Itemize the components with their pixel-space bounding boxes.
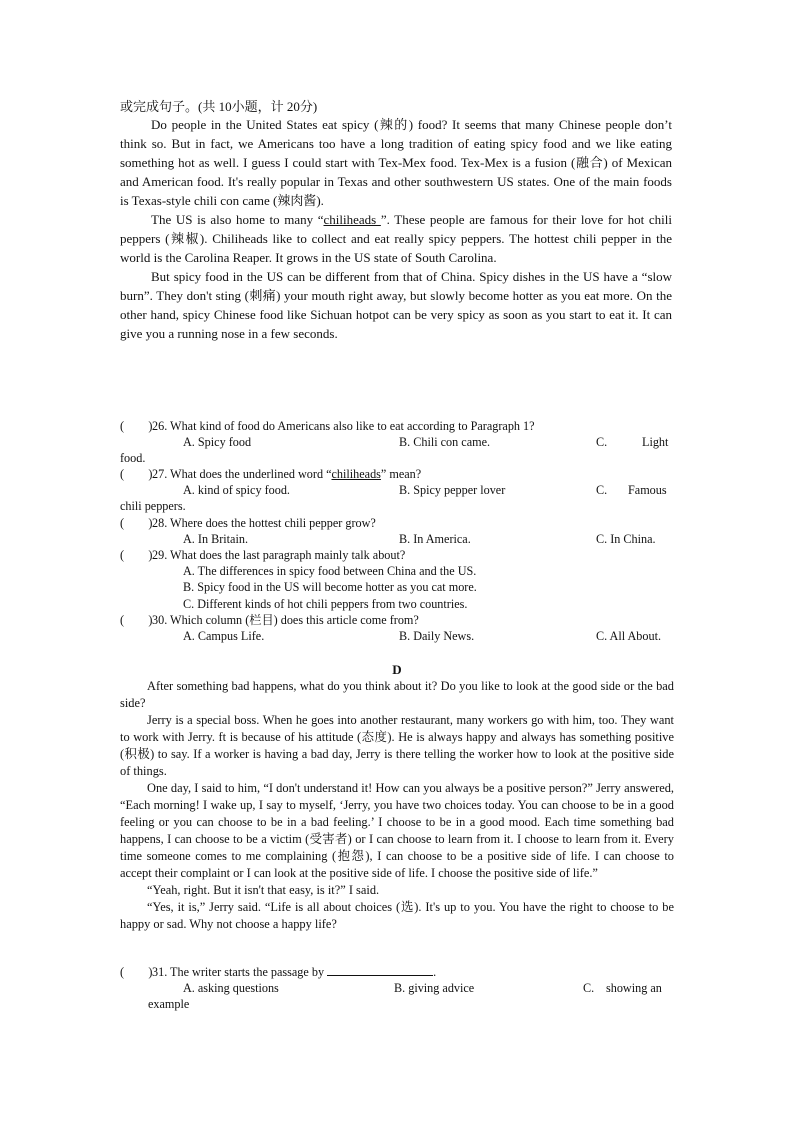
question-text: 31. The writer starts the passage by . [152,965,437,979]
question-text: 26. What kind of food do Americans also like to eat according to Paragraph 1? [152,419,535,433]
option-a[interactable]: A. asking questions [183,981,279,996]
passage-c-paragraph-3: But spicy food in the US can be different from that of China. Spicy dishes in the US have a “slow burn”. They don't sting (刺痛) your mouth right away, but slowly become hotter as you eat more. On the other hand, spicy Chinese food like Sichuan hotpot can be very spicy as soon as you start to eat it. It can give you a running nose in a few seconds. [120,269,672,341]
option-a[interactable]: A. The differences in spicy food between China and the US. [183,564,477,579]
option-c-wrap: food. [120,451,146,466]
option-c[interactable]: C. [596,435,608,450]
passage-d-paragraph-1: After something bad happens, what do you think about it? Do you like to look at the good side or the bad side? [120,679,674,710]
passage-c-paragraph-2: The US is also home to many “chiliheads ”. These people are famous for their love for hot chili peppers (辣椒). Chiliheads like to collect and eat really spicy peppers. The hottest chili pepper in the world is the Carolina Reaper. It grows in the US state of South Carolina. [120,212,672,265]
question-29 [120,547,672,612]
section-instruction: 或完成句子。(共 10小题，计 20分) [120,99,318,114]
option-c-wrap: example [148,997,190,1012]
question-27 [120,466,672,515]
option-c[interactable]: C. Different kinds of hot chili peppers from two countries. [183,596,468,611]
question-28 [120,515,672,547]
answer-paren[interactable]: ( ) [120,419,153,433]
answer-paren[interactable]: ( ) [120,548,153,562]
passage-d-paragraph-3: One day, I said to him, “I don't understand it! How can you always be a positive person?” Jerry answered, “Each morning! I wake up, I say to myself, ‘Jerry, you have two choices today. You can choose to be in a good feeling or you can choose to be in a bad feeling.’ I choose to be in a good mood. Each time something bad happens, I can choose to be a victim (受害者) or I can choose to learn from it. I choose to learn from it. Every time someone comes to me complaining (抱怨), I can choose to be a positive side of life. I can choose to accept their complaint or I can look at the positive side of life. I choose the positive side of life.” [120,781,674,880]
question-text: 27. What does the underlined word “chiliheads” mean? [152,467,422,481]
option-a[interactable]: A. kind of spicy food. [183,483,290,498]
question-text: 30. Which column (栏目) does this article come from? [152,613,419,627]
option-a[interactable]: A. In Britain. [183,532,248,547]
option-c[interactable]: C. In China. [596,532,656,547]
underlined-word: chiliheads [331,467,381,481]
passage-c [120,115,672,343]
question-text: 29. What does the last paragraph mainly talk about? [152,548,406,562]
passage-d-paragraph-4: “Yeah, right. But it isn't that easy, is it?” I said. [147,883,380,897]
option-b[interactable]: B. Daily News. [399,629,475,644]
answer-paren[interactable]: ( ) [120,516,153,530]
question-31 [120,964,674,1013]
option-c-text: Famous [628,483,667,498]
option-c-wrap: chili peppers. [120,499,186,514]
option-c[interactable]: C. All About. [596,629,662,644]
section-d-heading: D [392,662,402,677]
option-c-text: showing an [606,981,662,996]
option-b[interactable]: B. Chili con came. [399,435,491,450]
passage-d-paragraph-2: Jerry is a special boss. When he goes into another restaurant, many workers go with him, too. They want to work with Jerry. ft is because of his attitude (态度). He is always happy and always has something positive (积极) to say. If a worker is having a bad day, Jerry is there telling the worker how to look at the positive side of things. [120,713,674,778]
answer-paren[interactable]: ( ) [120,965,153,979]
passage-d-paragraph-5: “Yes, it is,” Jerry said. “Life is all about choices (选). It's up to you. You have the right to choose to be happy or sad. Why not choose a happy life? [120,900,674,931]
option-b[interactable]: B. giving advice [394,981,475,996]
answer-blank[interactable] [327,964,433,976]
option-b[interactable]: B. In America. [399,532,471,547]
option-c-text: Light [642,435,669,450]
option-a[interactable]: A. Campus Life. [183,629,265,644]
question-text: 28. Where does the hottest chili pepper grow? [152,516,376,530]
option-b[interactable]: B. Spicy pepper lover [399,483,506,498]
underlined-word-chiliheads: chiliheads [323,212,381,227]
answer-paren[interactable]: ( ) [120,613,153,627]
answer-paren[interactable]: ( ) [120,467,153,481]
option-c[interactable]: C. [583,981,595,996]
passage-d [120,678,674,933]
option-b[interactable]: B. Spicy food in the US will become hotter as you cat more. [183,580,477,595]
question-26 [120,418,672,467]
question-30 [120,612,672,644]
option-a[interactable]: A. Spicy food [183,435,252,450]
passage-c-paragraph-1: Do people in the United States eat spicy (辣的) food? It seems that many Chinese people don’t think so. But in fact, we Americans too have a long tradition of eating spicy food and we like eating something hot as well. I guess I could start with Tex-Mex food. Tex-Mex is a fusion (融合) of Mexican and American food. It's really popular in Texas and other southwestern US states. One of the main foods is Texas-style chili con came (辣肉酱). [120,117,672,208]
option-c[interactable]: C. [596,483,608,498]
